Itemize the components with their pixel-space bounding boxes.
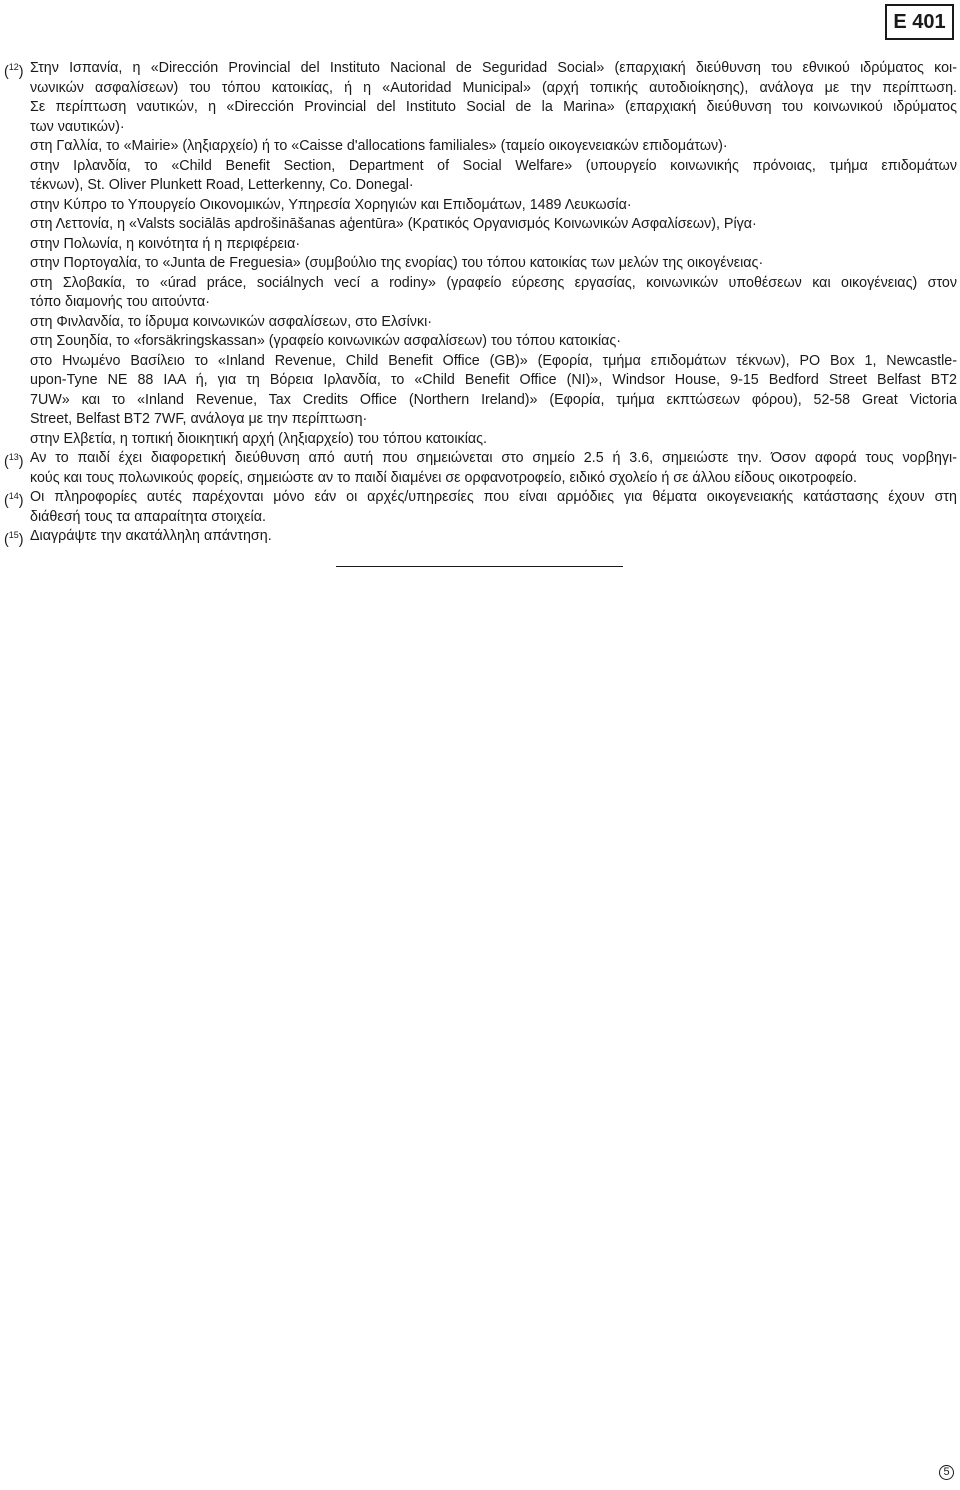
footnote-line: Οι πληροφορίες αυτές παρέχονται μόνο εάν οι αρχές/υπηρεσίες που είναι αρμόδιες για θέματα οικογενειακής κατάστασης έχουν στη: [30, 489, 957, 505]
footnote-line: τόπο διαμονής του αιτούντα·: [30, 294, 210, 310]
footnotes: [4, 59, 957, 547]
footnote-line: κούς και τους πολωνικούς φορείς, σημειώστε αν το παιδί διαμένει σε ορφανοτροφείο, ειδικό σχολείο ή σε άλλου είδους οικοτροφείο.: [30, 469, 857, 486]
footnote-line: στην Πορτογαλία, το «Junta de Freguesia» (συμβούλιο της ενορίας) του τόπου κατοικίας των μελών της οικογένειας·: [30, 255, 764, 271]
footnote-line: Αν το παιδί έχει διαφορετική διεύθυνση από αυτή που σημειώνεται στο σημείο 2.5 ή 3.6, σημειώστε την. Όσον αφορά τους νορβηγι-: [30, 450, 957, 466]
form-code-badge: E 401: [885, 4, 954, 40]
footnote-line: στην Κύπρο το Υπουργείο Οικονομικών, Υπηρεσία Χορηγιών και Επιδομάτων, 1489 Λευκωσία·: [30, 196, 632, 213]
footnote-line: Στην Ισπανία, η «Dirección Provincial del Instituto Nacional de Seguridad Social» (επαρχιακή διεύθυνση του εθνικού ιδρύματος κοι-: [30, 60, 957, 76]
footnote-line: Σε περίπτωση ναυτικών, η «Dirección Provincial del Instituto Social de la Marina» (επαρχιακή διεύθυνση του κοινωνικού ιδρύματος: [30, 99, 957, 115]
footnote-line: τέκνων), St. Oliver Plunkett Road, Letterkenny, Co. Donegal·: [30, 177, 414, 193]
footnote-line: στη Γαλλία, το «Mairie» (ληξιαρχείο) ή το «Caisse d'allocations familiales» (ταμείο οικογενειακών επιδομάτων)·: [30, 138, 728, 154]
footnote-line: στην Πολωνία, η κοινότητα ή η περιφέρεια·: [30, 235, 301, 252]
footnote-line: Street, Belfast BT2 7WF, ανάλογα με την περίπτωση·: [30, 411, 368, 427]
footnote-marker: ($^{13}$): [4, 452, 24, 470]
page-number: 5: [939, 1465, 954, 1480]
footnote-line: 7UW» και το «Inland Revenue, Tax Credits Office (Northern Ireland)» (Εφορία, τμήμα εκπτώσεων φόρου), 52-58 Great Victoria: [30, 391, 957, 408]
footnote-13: [4, 449, 957, 488]
footnote-12: [4, 59, 957, 449]
footnote-line: στη Φινλανδία, το ίδρυμα κοινωνικών ασφαλίσεων, στο Ελσίνκι·: [30, 313, 433, 330]
footnote-line: στο Ηνωμένο Βασίλειο το «Inland Revenue, Child Benefit Office (GB)» (Εφορία, τμήμα επιδομάτων τέκνων), PO Box 1, Newcastle-: [30, 352, 957, 369]
footnote-line: στη Σουηδία, το «forsäkringskassan» (γραφείο κοινωνικών ασφαλίσεων) του τόπου κατοικίας·: [30, 333, 622, 349]
footnote-line: στην Ελβετία, η τοπική διοικητική αρχή (ληξιαρχείο) του τόπου κατοικίας.: [30, 430, 487, 447]
separator-rule: [336, 566, 623, 567]
footnote-14: [4, 488, 957, 527]
footnote-line: νωνικών ασφαλίσεων) του τόπου κατοικίας, ή η «Autoridad Municipal» (αρχή τοπικής αυτοδιοίκησης), ανάλογα με την περίπτωση.: [30, 79, 957, 96]
footnote-line: Διαγράψτε την ακατάλληλη απάντηση.: [30, 528, 272, 544]
footnote-line: στην Ιρλανδία, το «Child Benefit Section, Department of Social Welfare» (υπουργείο κοινωνικής πρόνοιας, τμήμα επιδομάτων: [30, 157, 957, 174]
footnote-marker: ($^{12}$): [4, 62, 24, 80]
footnote-marker: ($^{14}$): [4, 491, 24, 509]
footnote-15: [4, 527, 957, 547]
footnote-marker: ($^{15}$): [4, 530, 24, 548]
footnote-line: των ναυτικών)·: [30, 118, 125, 135]
footnote-line: διάθεσή τους τα απαραίτητα στοιχεία.: [30, 508, 266, 525]
footnote-line: upon-Tyne NE 88 IAA ή, για τη Βόρεια Ιρλανδία, το «Child Benefit Office (NI)», Windsor House, 9-15 Bedford Street Belfast BT2: [30, 372, 957, 388]
footnote-line: στη Σλοβακία, το «úrad práce, sociálnych vecí a rodiny» (γραφείο εύρεσης εργασίας, κοινωνικών υποθέσεων και οικογένειας) στον: [30, 274, 957, 291]
footnote-line: στη Λεττονία, η «Valsts sociālās apdrošināšanas aģentūra» (Κρατικός Οργανισμός Κοινωνικών Ασφαλίσεων), Ρίγα·: [30, 216, 757, 232]
